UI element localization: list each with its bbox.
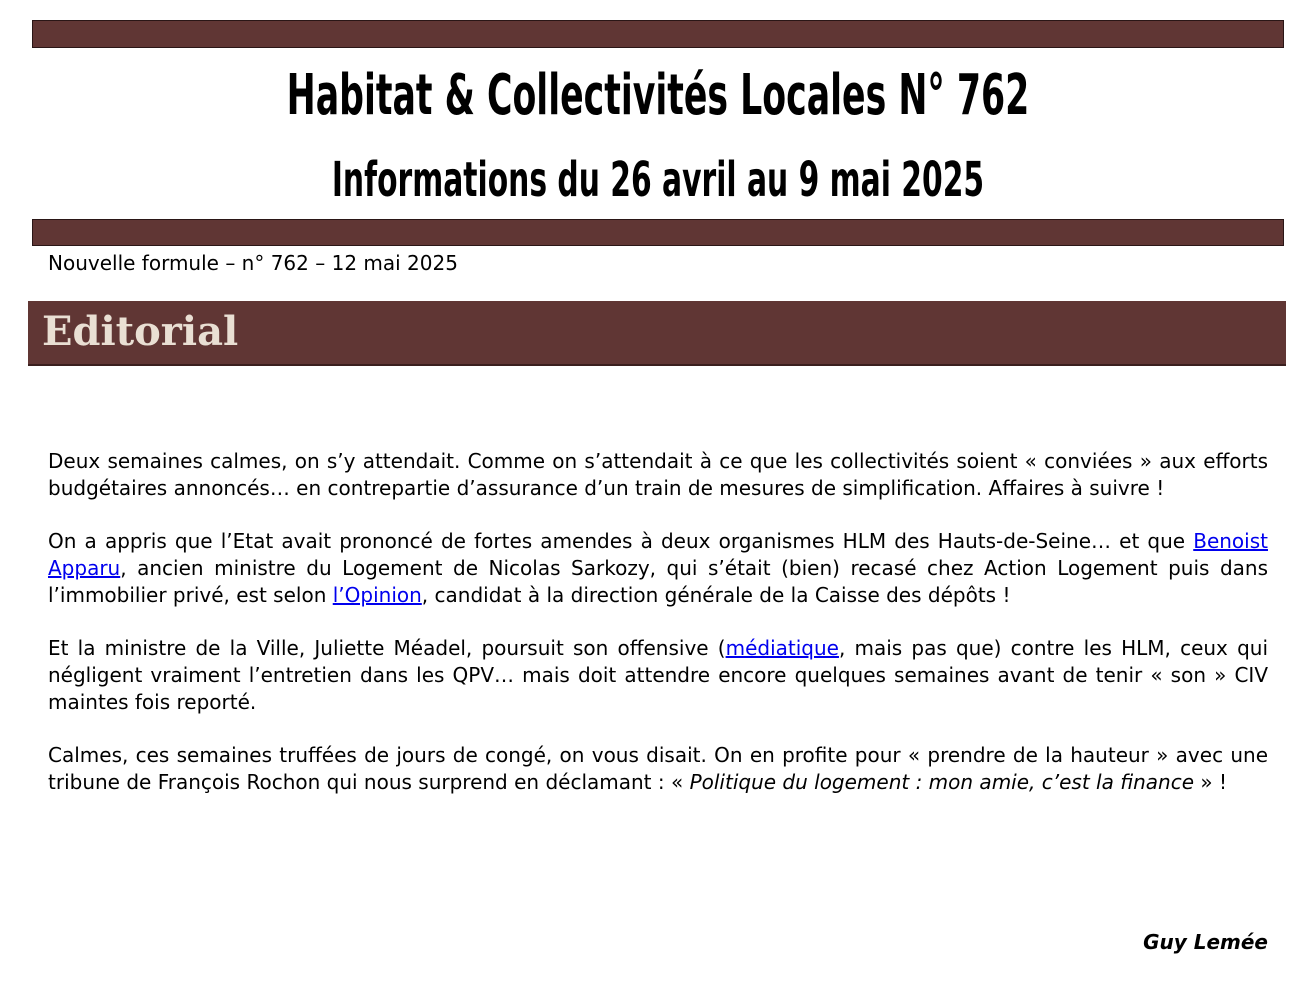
paragraph-3-text-2: , mais pas que) contre les HLM, ceux qui négligent vraiment l’entretien dans les QPV… mais doit attendre encore quelques semaines avant de tenir « son » CIV maintes fois reporté. — [48, 636, 1269, 714]
paragraph-4-text-2: » ! — [1194, 770, 1227, 794]
section-title: Editorial — [42, 308, 239, 355]
newsletter-subtitle: Informations du 26 avril au 9 mai 2025 — [331, 152, 985, 208]
paragraph-4 — [48, 742, 1268, 796]
newsletter-title: Habitat & Collectivités Locales N° 762 — [286, 63, 1030, 128]
editorial-content — [48, 448, 1268, 822]
link-lopinion[interactable]: l’Opinion — [332, 583, 422, 607]
header-bottom-bar — [32, 219, 1284, 246]
paragraph-4-text-1: Calmes, ces semaines truffées de jours de congé, on vous disait. On en profite pour « prendre de la hauteur » avec une tribune de François Rochon qui nous surprend en déclamant : « — [48, 743, 1268, 794]
paragraph-1-text: Deux semaines calmes, on s’y attendait. Comme on s’attendait à ce que les collectivités soient « conviées » aux efforts budgétaires annoncés… en contrepartie d’assurance d’un train de mesures de simplification. Affaires à suivre ! — [48, 449, 1268, 500]
paragraph-2-text-1: On a appris que l’Etat avait prononcé de fortes amendes à deux organismes HLM des Hauts-de-Seine… et que — [48, 529, 1194, 553]
paragraph-1 — [48, 448, 1268, 502]
header-top-bar — [32, 20, 1284, 48]
edition-line: Nouvelle formule – n° 762 – 12 mai 2025 — [48, 251, 458, 275]
link-mediatique[interactable]: médiatique — [725, 636, 839, 660]
author-signature: Guy Lemée — [1143, 930, 1268, 954]
paragraph-3 — [48, 635, 1268, 716]
paragraph-3-text-1: Et la ministre de la Ville, Juliette Méadel, poursuit son offensive ( — [48, 636, 726, 660]
paragraph-2-text-2: , ancien ministre du Logement de Nicolas Sarkozy, qui s’était (bien) recasé chez Action Logement puis dans l’immobilier privé, est selon — [48, 556, 1268, 607]
section-header-band — [28, 301, 1286, 366]
link-benoist-apparu[interactable]: Benoist Apparu — [48, 529, 1268, 580]
paragraph-2 — [48, 528, 1268, 609]
paragraph-4-italic-quote: Politique du logement : mon amie, c’est la finance — [689, 770, 1195, 794]
paragraph-2-text-3: , candidat à la direction générale de la Caisse des dépôts ! — [421, 583, 1011, 607]
